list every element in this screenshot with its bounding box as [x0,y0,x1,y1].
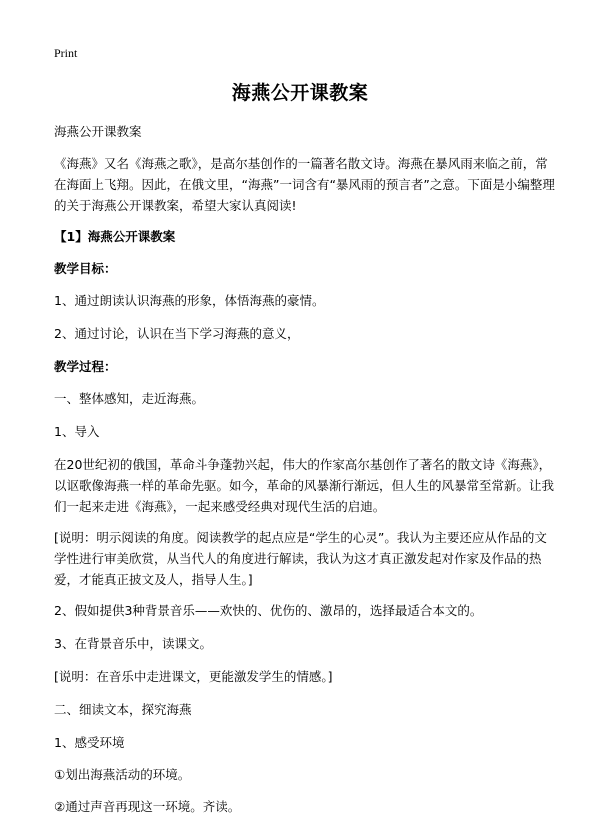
goal-item-2: 2、通过讨论，认识在当下学习海燕的意义， [54,326,300,341]
step-1-3: 3、在背景音乐中，读课文。 [54,636,212,651]
document-body [54,121,556,828]
step-2-1-a: ①划出海燕活动的环境。 [54,767,191,782]
step-1-1: 1、导入 [54,424,100,439]
goal-item-1: 1、通过朗读认识海燕的形象，体悟海燕的豪情。 [54,293,325,308]
page-title: 海燕公开课教案 [231,82,369,104]
intro-paragraph: 《海燕》又名《海燕之歌》，是高尔基创作的一篇著名散文诗。海燕在暴风雨来临之前，常在海面上飞翔。因此，在俄文里，“海燕”一词含有“暴风雨的预言者”之意。下面是小编整理的关于海燕公开课教案，希望大家认真阅读! [54,156,555,213]
step-2-1: 1、感受环境 [54,735,125,750]
step-1-2: 2、假如提供3种背景音乐——欢快的、优伤的、激昂的，选择最适合本文的。 [54,603,483,618]
note-1: [说明：明示阅读的角度。阅读教学的起点应是“学生的心灵”。我认为主要还应从作品的文学性进行审美欣赏，从当代人的角度进行解读，我认为这才真正激发起对作家及作品的热爱，才能真正披文及人，指导人生。] [54,530,547,587]
step-2-1-b: ②通过声音再现这一环境。齐读。 [54,799,241,814]
print-link[interactable]: Print [54,46,78,60]
step-1: 一、整体感知，走近海燕。 [54,391,205,406]
process-heading: 教学过程： [54,359,117,374]
intro-context-paragraph: 在20世纪初的俄国，革命斗争蓬勃兴起，伟大的作家高尔基创作了著名的散文诗《海燕》，以讴歌像海燕一样的革命先驱。如今，革命的风暴渐行渐远，但人生的风暴常至常新。让我们一起来走进《海燕》，一起来感受经典对现代生活的启迪。 [54,457,555,514]
note-2: [说明：在音乐中走进课文，更能激发学生的情感。] [54,669,333,684]
step-2: 二、细读文本，探究海燕 [54,702,192,717]
document-subtitle: 海燕公开课教案 [54,124,142,139]
section-heading: 【1】海燕公开课教案 [54,229,176,244]
goals-heading: 教学目标： [54,261,117,276]
